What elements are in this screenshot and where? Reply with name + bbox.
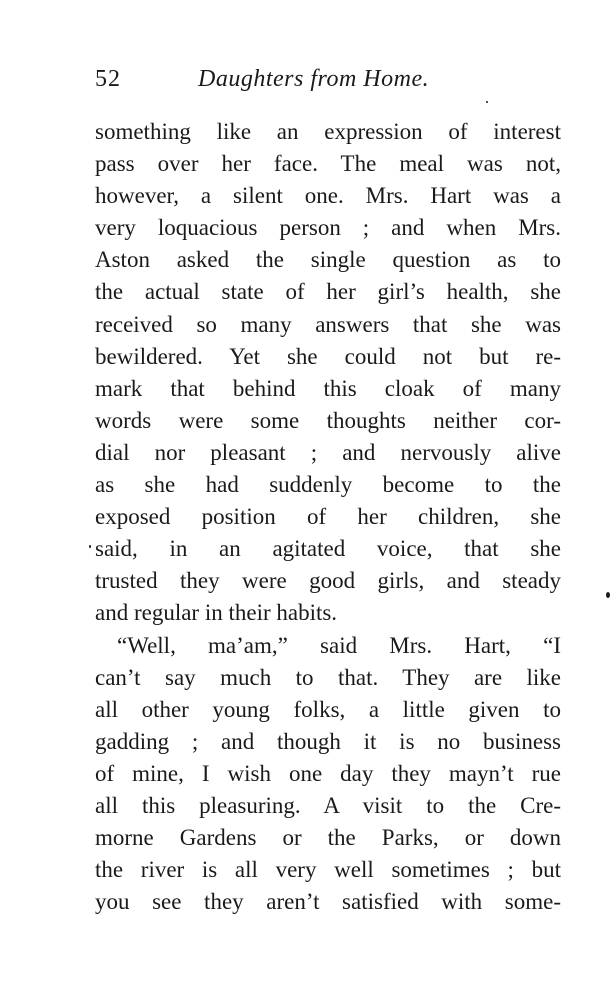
text-line: pass over her face. The meal was not,	[95, 151, 561, 177]
text-line: exposed position of her children, she	[95, 504, 561, 530]
text-line: said, in an agitated voice, that she	[95, 536, 561, 562]
running-title: Daughters from Home.	[198, 66, 430, 92]
text-line: the actual state of her girl’s health, she	[95, 279, 561, 305]
text-line: the river is all very well sometimes ; but	[95, 857, 561, 883]
text-line: words were some thoughts neither cor-	[95, 407, 561, 433]
text-line: all this pleasuring. A visit to the Cre-	[95, 792, 561, 818]
ink-speck	[89, 545, 91, 548]
text-line: mark that behind this cloak of many	[95, 375, 561, 401]
text-line: as she had suddenly become to the	[95, 472, 561, 498]
text-line: you see they aren’t satisfied with some-	[95, 889, 561, 915]
text-line: trusted they were good girls, and steady	[95, 568, 561, 594]
text-line: gadding ; and though it is no business	[95, 728, 561, 754]
text-line: received so many answers that she was	[95, 311, 561, 337]
text-line: can’t say much to that. They are like	[95, 664, 561, 690]
running-head	[95, 66, 565, 106]
text-line: very loquacious person ; and when Mrs.	[95, 215, 561, 241]
text-line: however, a silent one. Mrs. Hart was a	[95, 183, 561, 209]
page-number: 52	[95, 66, 121, 92]
ink-speck	[606, 592, 610, 598]
text-line: bewildered. Yet she could not but re-	[95, 343, 561, 369]
text-line: all other young folks, a little given to	[95, 696, 561, 722]
text-line: morne Gardens or the Parks, or down	[95, 825, 561, 851]
text-line-paragraph-start: “Well, ma’am,” said Mrs. Hart, “I	[117, 632, 561, 658]
text-line: something like an expression of interest	[95, 119, 561, 144]
body-text	[95, 116, 561, 918]
text-line: dial nor pleasant ; and nervously alive	[95, 439, 561, 465]
text-line-paragraph-end: and regular in their habits.	[95, 600, 338, 626]
ink-speck	[486, 101, 488, 103]
text-line: Aston asked the single question as to	[95, 247, 561, 273]
text-line: of mine, I wish one day they mayn’t rue	[95, 760, 561, 786]
